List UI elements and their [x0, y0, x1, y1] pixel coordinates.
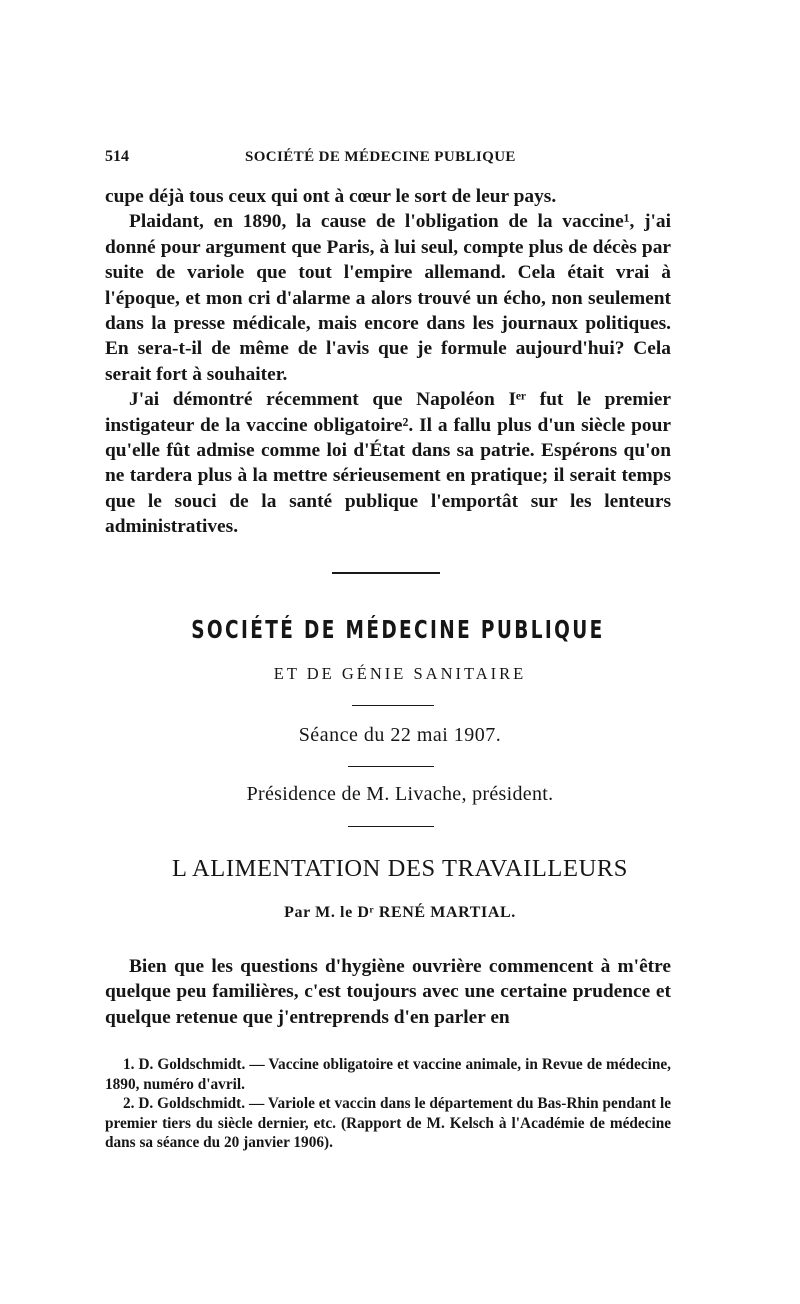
- footnote: 1. D. Goldschmidt. — Vaccine obligatoire et vaccine animale, in Revue de médecine, 1890, numéro d'avril.: [105, 1056, 671, 1093]
- continuation-text: [105, 184, 671, 540]
- divider: [348, 826, 434, 827]
- society-title: SOCIÉTÉ DE MÉDECINE PUBLIQUE: [191, 615, 605, 644]
- paragraph: Bien que les questions d'hygiène ouvrière commencent à m'être quelque peu familières, c'est toujours avec une certaine prudence et quelque retenue que j'entreprends d'en parler en: [105, 956, 671, 1028]
- divider: [348, 766, 434, 767]
- presidency-line: Présidence de M. Livache, président.: [246, 783, 554, 805]
- society-subtitle: ET DE GÉNIE SANITAIRE: [273, 664, 527, 683]
- section-divider: [332, 572, 440, 574]
- paragraph: Plaidant, en 1890, la cause de l'obligation de la vaccine¹, j'ai donné pour argument que Paris, à lui seul, compte plus de décès par suite de variole que tout l'empire allemand. Cela était vrai à l'époque, et mon cri d'alarme a alors trouvé un écho, non seulement dans la presse médicale, mais encore dans les journaux politiques. En sera-t-il de même de l'avis que je formule aujourd'hui? Cela serait fort à souhaiter.: [105, 211, 671, 385]
- paragraph: J'ai démontré récemment que Napoléon Iᵉʳ fut le premier instigateur de la vaccine obligatoire². Il a fallu plus d'un siècle pour qu'elle fût admise comme loi d'État dans sa patrie. Espérons qu'on ne tardera plus à la mettre sérieusement en pratique; il serait temps que le souci de la santé publique l'emportât sur les lenteurs administratives.: [105, 389, 671, 538]
- article-title: L ALIMENTATION DES TRAVAILLEURS: [171, 855, 629, 882]
- article-body: [105, 954, 671, 1030]
- footnotes: [105, 1055, 671, 1153]
- running-header: [105, 148, 671, 172]
- running-title: SOCIÉTÉ DE MÉDECINE PUBLIQUE: [245, 149, 516, 165]
- divider: [352, 705, 434, 706]
- footnote: 2. D. Goldschmidt. — Variole et vaccin dans le département du Bas-Rhin pendant le premier tiers du siècle dernier, etc. (Rapport de M. Kelsch à l'Académie de médecine dans sa séance du 20 janvier 1906).: [105, 1095, 671, 1152]
- paragraph: cupe déjà tous ceux qui ont à cœur le sort de leur pays.: [105, 186, 557, 207]
- article-author: Par M. le Dʳ RENÉ MARTIAL.: [284, 904, 516, 921]
- session-date: Séance du 22 mai 1907.: [298, 724, 502, 746]
- page-number: 514: [105, 148, 129, 165]
